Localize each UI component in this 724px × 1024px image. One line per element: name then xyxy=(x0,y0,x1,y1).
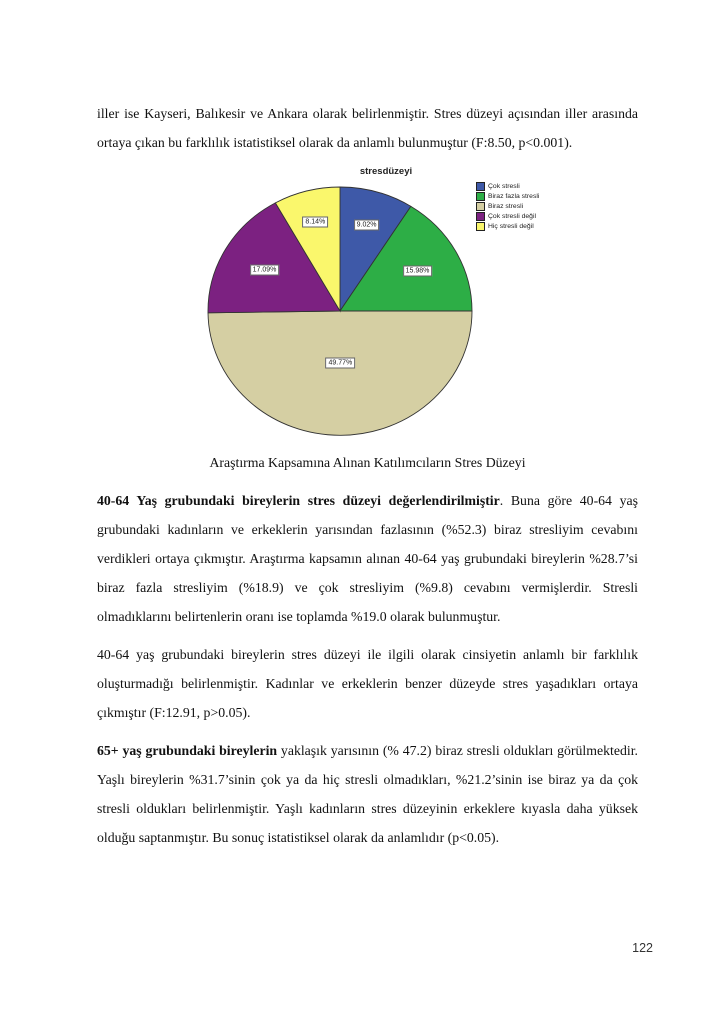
stress-pie-figure xyxy=(97,166,638,448)
slice-value-label: 8.14% xyxy=(302,217,328,228)
slice-value-label: 15.98% xyxy=(403,266,433,277)
chart-title: stresdüzeyi xyxy=(359,166,413,177)
paragraph-65plus-stress xyxy=(97,736,638,852)
paragraph-body-40-64: . Buna göre 40-64 yaş grubundaki kadınların ve erkeklerin yarısından fazlasının (%52.3) biraz stresliyim cevabını verdikleri ortaya çıkmıştır. Araştırma kapsamın alınan 40-64 yaş grubundaki bireylerin %28.7’si biraz fazla stresliyim (%18.9) ve çok stresliyim (%9.8) cevabını vermişlerdir. Stresli olmadıklarını belirtenlerin oranı ise toplamda %19.0 olarak bulunmuştur. xyxy=(97,493,638,624)
legend-label: Çok stresli xyxy=(488,182,520,190)
text-column xyxy=(97,99,638,861)
chart-legend xyxy=(476,182,539,232)
legend-swatch xyxy=(476,182,485,191)
legend-item xyxy=(476,222,539,231)
legend-item xyxy=(476,202,539,211)
legend-item xyxy=(476,192,539,201)
paragraph-lead-40-64: 40-64 Yaş grubundaki bireylerin stres düzeyi değerlendirilmiştir xyxy=(97,493,500,508)
legend-swatch xyxy=(476,212,485,221)
legend-swatch xyxy=(476,192,485,201)
slice-value-label: 17.09% xyxy=(250,265,280,276)
paragraph-body-65plus: yaklaşık yarısının (% 47.2) biraz stresli oldukları görülmektedir. Yaşlı bireylerin %31.7’sinin çok ya da hiç stresli olmadıkları, %21.2’sinin ise biraz ya da çok stresli oldukları belirlenmiştir. Yaşlı kadınların stres düzeyinin erkeklere kıyasla daha yüksek olduğu saptanmıştır. Bu sonuç istatistiksel olarak da anlamlıdır (p<0.05). xyxy=(97,743,638,845)
paragraph-40-64-stress xyxy=(97,486,638,631)
legend-label: Hiç stresli değil xyxy=(488,222,534,230)
legend-item xyxy=(476,182,539,191)
page-number: 122 xyxy=(632,941,653,955)
legend-item xyxy=(476,212,539,221)
pie-slice-3 xyxy=(208,311,472,435)
paragraph-lead-65plus: 65+ yaş grubundaki bireylerin xyxy=(97,743,278,758)
figure-caption: Araştırma Kapsamına Alınan Katılımcıların Stres Düzeyi xyxy=(209,455,526,470)
paragraph-provinces-stress: iller ise Kayseri, Balıkesir ve Ankara olarak belirlenmiştir. Stres düzeyi açısından iller arasında ortaya çıkan bu farklılık istatistiksel olarak da anlamlı bulunmuştur (F:8.50, p<0.001). xyxy=(97,106,638,150)
legend-label: Çok stresli değil xyxy=(488,212,536,220)
paragraph-40-64-gender: 40-64 yaş grubundaki bireylerin stres düzeyi ile ilgili olarak cinsiyetin anlamlı bir farklılık oluşturmadığı belirlenmiştir. Kadınlar ve erkeklerin benzer düzeyde stres yaşadıkları ortaya çıkmıştır (F:12.91, p>0.05). xyxy=(97,647,638,720)
legend-swatch xyxy=(476,222,485,231)
pie-svg xyxy=(97,170,638,448)
slice-value-label: 49.77% xyxy=(326,358,356,369)
slice-value-label: 9.02% xyxy=(354,220,380,231)
legend-label: Biraz fazla stresli xyxy=(488,192,540,200)
legend-swatch xyxy=(476,202,485,211)
legend-label: Biraz stresli xyxy=(488,202,524,210)
